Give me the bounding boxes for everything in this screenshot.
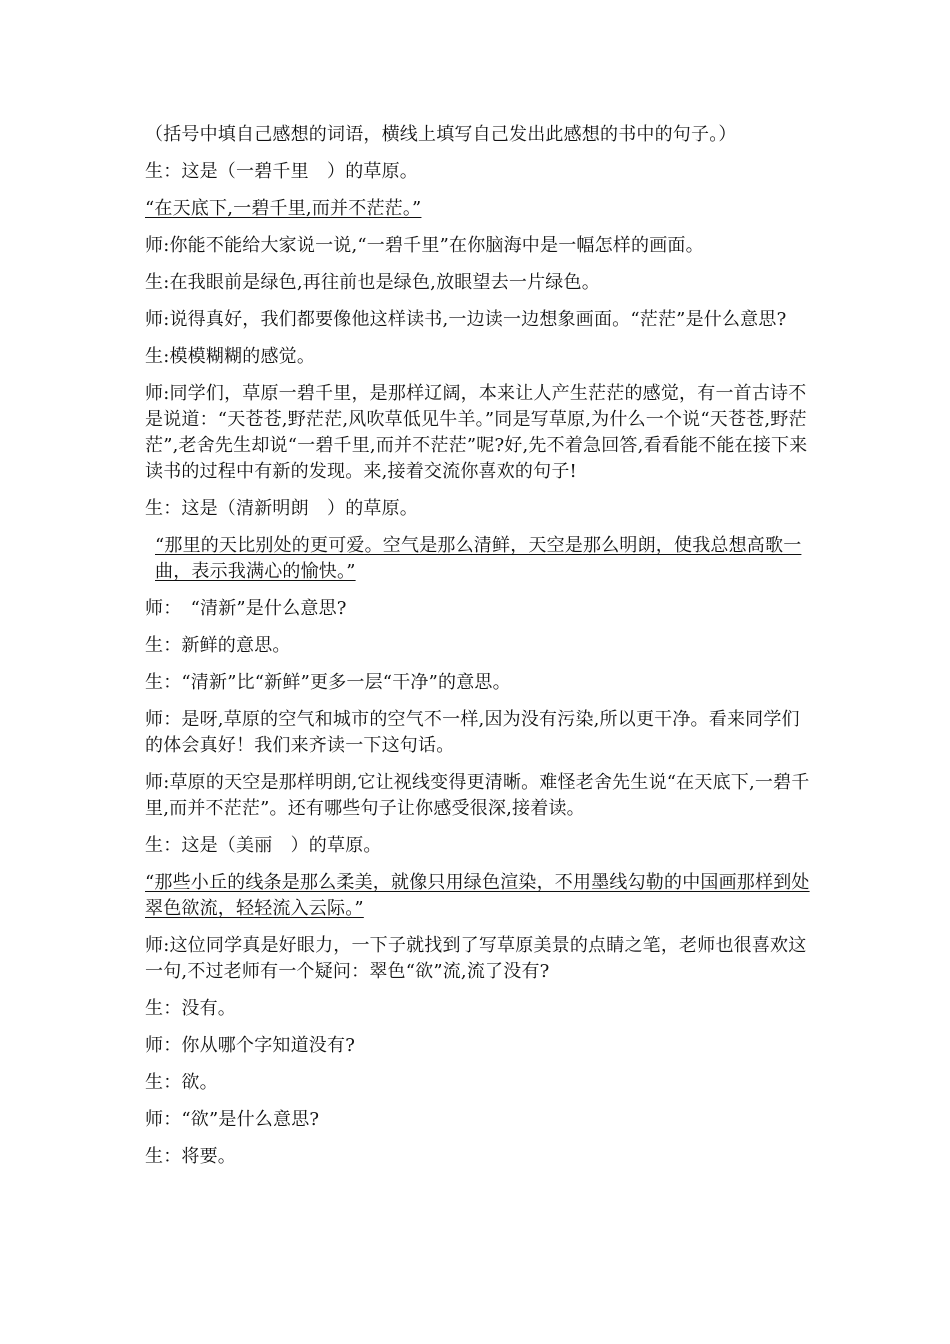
student-line: 生：将要。 — [145, 1146, 236, 1167]
document-body — [145, 122, 815, 1181]
quoted-sentence: “那里的天比别处的更可爱。空气是那么清鲜，天空是那么明朗，使我总想高歌一曲，表示我满心的愉快。” — [155, 535, 802, 582]
teacher-line: 师:同学们，草原一碧千里，是那样辽阔，本来让人产生茫茫的感觉，有一首古诗不是说道：“天苍苍,野茫茫,风吹草低见牛羊。”同是写草原,为什么一个说“天苍苍,野茫茫”,老舍先生却说“一碧千里,而并不茫茫”呢?好,先不着急回答,看看能不能在接下来读书的过程中有新的发现。来,接着交流你喜欢的句子! — [145, 383, 808, 482]
teacher-line: 师：是呀,草原的空气和城市的空气不一样,因为没有污染,所以更干净。看来同学们的体会真好！我们来齐读一下这句话。 — [145, 709, 800, 756]
quoted-sentence: “那些小丘的线条是那么柔美，就像只用绿色渲染，不用墨线勾勒的中国画那样到处翠色欲流，轻轻流入云际。” — [145, 872, 810, 919]
student-line: 生：欲。 — [145, 1072, 218, 1093]
teacher-line: 师:草原的天空是那样明朗,它让视线变得更清晰。难怪老舍先生说“在天底下,一碧千里,而并不茫茫”。还有哪些句子让你感受很深,接着读。 — [145, 772, 810, 819]
teacher-line: 师：你从哪个字知道没有? — [145, 1035, 356, 1056]
student-line: 生：新鲜的意思。 — [145, 635, 291, 656]
student-line: 生：没有。 — [145, 998, 236, 1019]
student-line: 生:模模糊糊的感觉。 — [145, 346, 316, 367]
student-line: 生:在我眼前是绿色,再往前也是绿色,放眼望去一片绿色。 — [145, 272, 600, 293]
student-line: 生：这是（清新明朗 ）的草原。 — [145, 498, 418, 519]
teacher-line: 师:这位同学真是好眼力，一下子就找到了写草原美景的点睛之笔，老师也很喜欢这一句,不过老师有一个疑问：翠色“欲”流,流了没有? — [145, 935, 807, 982]
teacher-line: 师： “清新”是什么意思? — [145, 598, 347, 619]
student-line: 生：“清新”比“新鲜”更多一层“干净”的意思。 — [145, 672, 511, 693]
student-line: 生：这是（美丽 ）的草原。 — [145, 835, 382, 856]
teacher-line: 师:你能不能给大家说一说,“一碧千里”在你脑海中是一幅怎样的画面。 — [145, 235, 704, 256]
instruction-note: （括号中填自己感想的词语，横线上填写自己发出此感想的书中的句子。） — [145, 124, 737, 145]
teacher-line: 师:说得真好，我们都要像他这样读书,一边读一边想象画面。“茫茫”是什么意思? — [145, 309, 787, 330]
quoted-sentence: “在天底下,一碧千里,而并不茫茫。” — [145, 198, 422, 219]
student-line: 生：这是（一碧千里 ）的草原。 — [145, 161, 418, 182]
teacher-line: 师：“欲”是什么意思? — [145, 1109, 320, 1130]
